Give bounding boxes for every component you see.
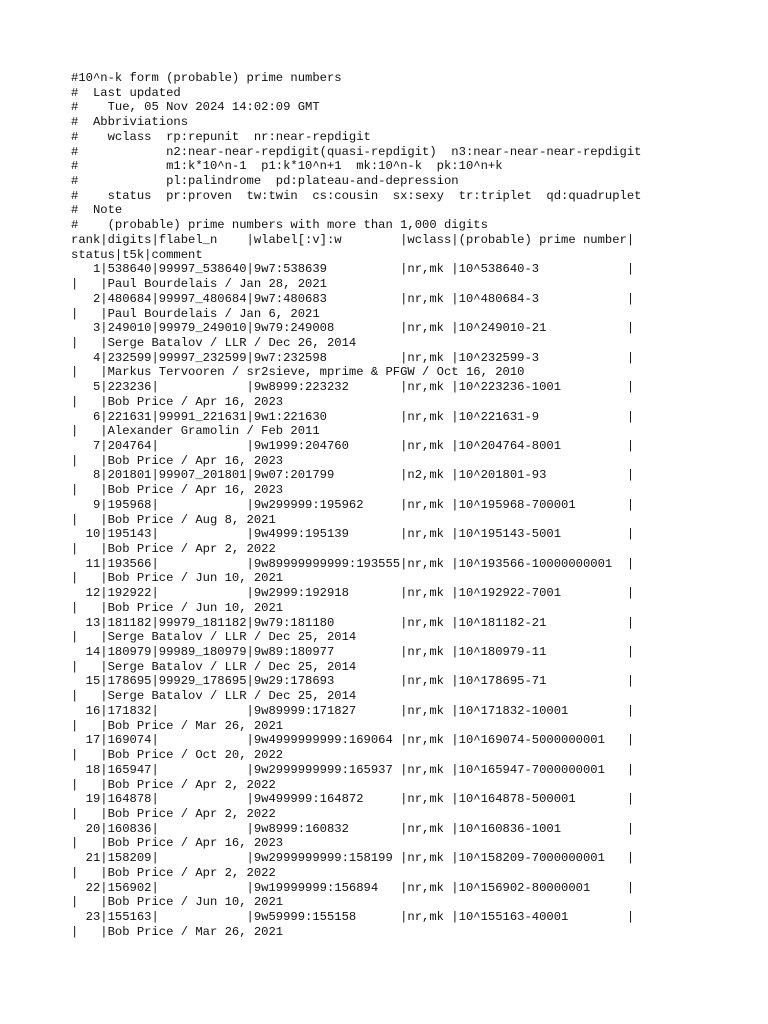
record-row-comment: | |Paul Bourdelais / Jan 6, 2021	[71, 306, 320, 321]
record-row-comment: | |Markus Tervooren / sr2sieve, mprime & PFGW / Oct 16, 2010	[71, 365, 525, 380]
wclass-abbreviations-line: # pl:palindrome pd:plateau-and-depression	[71, 174, 459, 189]
record-row-comment: | |Bob Price / Apr 2, 2022	[71, 777, 276, 792]
record-row-comment: | |Bob Price / Apr 2, 2022	[71, 865, 276, 880]
record-row-comment: | |Serge Batalov / LLR / Dec 25, 2014	[71, 630, 357, 645]
last-updated-label: # Last updated	[71, 85, 181, 100]
record-row: 20|160836| |9w8999:160832 |nr,mk |10^160836-1001 |	[71, 821, 635, 836]
prime-record-list	[71, 262, 641, 939]
record-row: 12|192922| |9w2999:192918 |nr,mk |10^192922-7001 |	[71, 586, 635, 601]
document-title: #10^n-k form (probable) prime numbers	[71, 71, 342, 85]
record-row-comment: | |Bob Price / Apr 2, 2022	[71, 542, 276, 556]
wclass-abbreviations-line: # wclass rp:repunit nr:near-repdigit	[71, 129, 371, 144]
column-header-continued: status|t5k|comment	[71, 247, 203, 262]
record-row: 21|158209| |9w2999999999:158199 |nr,mk |10^158209-7000000001 |	[71, 851, 635, 866]
record-row-comment: | |Alexander Gramolin / Feb 2011	[71, 424, 320, 439]
record-row-comment: | |Bob Price / Aug 8, 2021	[71, 512, 276, 527]
note-text: # (probable) prime numbers with more than 1,000 digits	[71, 218, 488, 233]
record-row: 17|169074| |9w4999999999:169064 |nr,mk |10^169074-5000000001 |	[71, 733, 635, 748]
record-row: 13|181182|99979_181182|9w79:181180 |nr,mk |10^181182-21 |	[71, 615, 635, 630]
wclass-abbreviations-line: # m1:k*10^n-1 p1:k*10^n+1 mk:10^n-k pk:10^n+k	[71, 159, 503, 174]
abbreviations-label: # Abbriviations	[71, 115, 189, 130]
record-row: 2|480684|99997_480684|9w7:480683 |nr,mk |10^480684-3 |	[71, 291, 635, 306]
record-row: 18|165947| |9w2999999999:165937 |nr,mk |10^165947-7000000001 |	[71, 762, 635, 777]
record-row-comment: | |Bob Price / Apr 2, 2022	[71, 806, 276, 821]
record-row: 16|171832| |9w89999:171827 |nr,mk |10^171832-10001 |	[71, 703, 635, 718]
record-row: 4|232599|99997_232599|9w7:232598 |nr,mk |10^232599-3 |	[71, 350, 635, 365]
record-row-comment: | |Bob Price / Oct 20, 2022	[71, 748, 284, 763]
record-row: 7|204764| |9w1999:204760 |nr,mk |10^204764-8001 |	[71, 438, 635, 453]
record-row: 22|156902| |9w19999999:156894 |nr,mk |10^156902-80000001 |	[71, 880, 635, 895]
record-row-comment: | |Serge Batalov / LLR / Dec 26, 2014	[71, 335, 357, 350]
record-row-comment: | |Paul Bourdelais / Jan 28, 2021	[71, 277, 327, 292]
record-row: 15|178695|99929_178695|9w29:178693 |nr,mk |10^178695-71 |	[71, 674, 635, 689]
record-row: 1|538640|99997_538640|9w7:538639 |nr,mk |10^538640-3 |	[71, 262, 635, 277]
record-row: 5|223236| |9w8999:223232 |nr,mk |10^223236-1001 |	[71, 380, 635, 395]
record-row: 8|201801|99907_201801|9w07:201799 |n2,mk |10^201801-93 |	[71, 468, 635, 483]
wclass-abbreviations-line: # n2:near-near-repdigit(quasi-repdigit) n3:near-near-near-repdigit	[71, 144, 642, 159]
record-row: 14|180979|99989_180979|9w89:180977 |nr,mk |10^180979-11 |	[71, 645, 635, 660]
record-row: 19|164878| |9w499999:164872 |nr,mk |10^164878-500001 |	[71, 792, 635, 807]
record-row-comment: | |Bob Price / Apr 16, 2023	[71, 394, 284, 409]
record-row: 11|193566| |9w89999999999:193555|nr,mk |10^193566-10000000001 |	[71, 556, 635, 571]
record-row-comment: | |Bob Price / Apr 16, 2023	[71, 836, 284, 851]
note-label: # Note	[71, 203, 123, 218]
record-row: 23|155163| |9w59999:155158 |nr,mk |10^155163-40001 |	[71, 909, 635, 924]
record-row-comment: | |Bob Price / Jun 10, 2021	[71, 571, 284, 586]
column-header: rank|digits|flabel_n |wlabel[:v]:w |wclass|(probable) prime number|	[71, 232, 635, 247]
record-row-comment: | |Bob Price / Apr 16, 2023	[71, 453, 284, 468]
record-row-comment: | |Bob Price / Mar 26, 2021	[71, 924, 284, 939]
record-row-comment: | |Bob Price / Jun 10, 2021	[71, 600, 284, 615]
last-updated-value: # Tue, 05 Nov 2024 14:02:09 GMT	[71, 100, 320, 115]
record-row-comment: | |Serge Batalov / LLR / Dec 25, 2014	[71, 689, 357, 704]
plain-text-document	[71, 71, 641, 939]
record-row-comment: | |Serge Batalov / LLR / Dec 25, 2014	[71, 659, 357, 674]
record-row: 3|249010|99979_249010|9w79:249008 |nr,mk |10^249010-21 |	[71, 321, 635, 336]
record-row-comment: | |Bob Price / Jun 10, 2021	[71, 895, 284, 910]
record-row-comment: | |Bob Price / Mar 26, 2021	[71, 718, 284, 733]
record-row: 9|195968| |9w299999:195962 |nr,mk |10^195968-700001 |	[71, 497, 635, 512]
record-row: 6|221631|99991_221631|9w1:221630 |nr,mk |10^221631-9 |	[71, 409, 635, 424]
status-abbreviations-line: # status pr:proven tw:twin cs:cousin sx:sexy tr:triplet qd:quadruplet	[71, 188, 642, 203]
record-row-comment: | |Bob Price / Apr 16, 2023	[71, 483, 284, 498]
record-row: 10|195143| |9w4999:195139 |nr,mk |10^195143-5001 |	[71, 527, 635, 542]
